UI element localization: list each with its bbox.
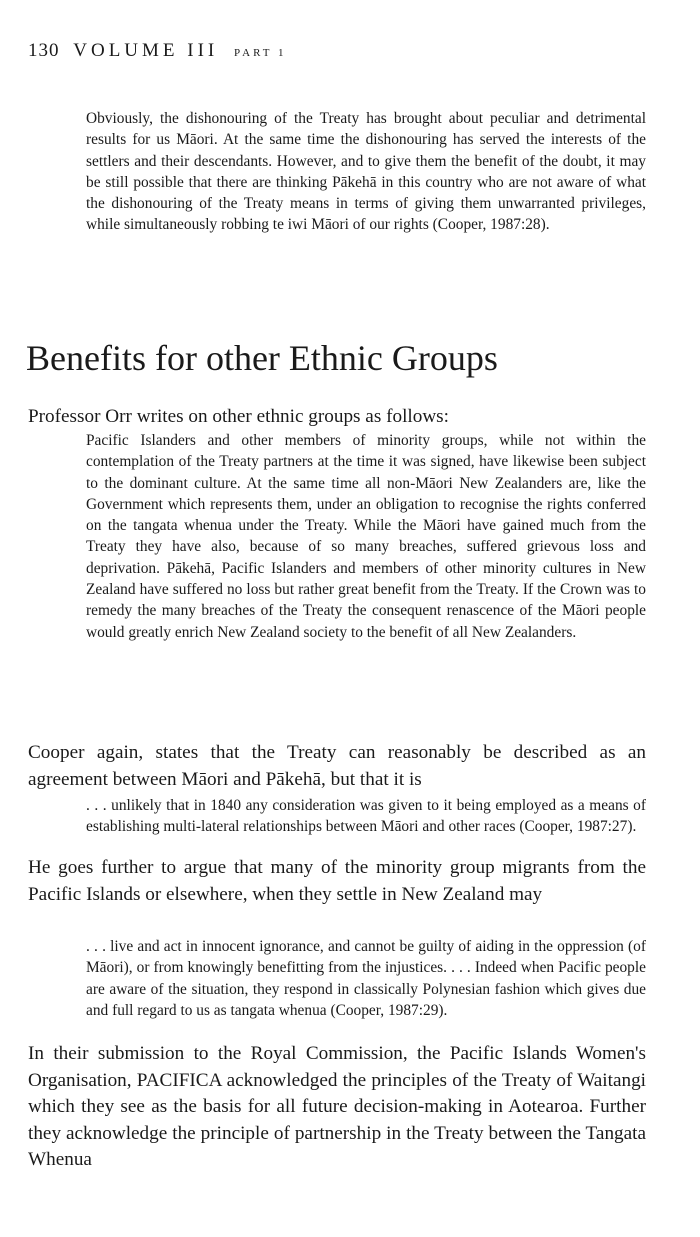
page-number: 130 (28, 40, 60, 61)
running-header (28, 40, 287, 62)
section-heading: Benefits for other Ethnic Groups (26, 338, 498, 378)
paragraph-cooper-again: Cooper again, states that the Treaty can reasonably be described as an agreement between Māori and Pākehā, but that it is (28, 742, 646, 790)
paragraph-minority-migrants: He goes further to argue that many of the minority group migrants from the Pacific Islands or elsewhere, when they settle in New Zealand may (28, 857, 646, 905)
block-quote-cooper-27: . . . unlikely that in 1840 any consideration was given to it being employed as a means of establishing multi-lateral relationships between Māori and other races (Cooper, 1987:27). (86, 797, 646, 836)
part-label: PART 1 (234, 47, 287, 59)
block-quote-cooper-28: Obviously, the dishonouring of the Treaty has brought about peculiar and detrimental results for us Māori. At the same time the dishonouring has served the interests of the settlers and their descendants. However, and to give them the benefit of the doubt, it may be still possible that there are thinking Pākehā in this country who are not aware of what the dishonouring of the Treaty means in terms of giving them unwarranted privileges, while simultaneously robbing te iwi Māori of our rights (Cooper, 1987:28). (86, 110, 646, 234)
paragraph-pacifica-submission: In their submission to the Royal Commission, the Pacific Islands Women's Organisation, PACIFICA acknowledged the principles of the Treaty of Waitangi which they see as the basis for all future decision-making in Aotearoa. Further they acknowledge the principle of partnership in the Treaty between the Tangata Whenua (28, 1043, 646, 1171)
block-quote-orr: Pacific Islanders and other members of minority groups, while not within the contemplation of the Treaty partners at the time it was signed, have likewise been subject to the dominant culture. At the same time all non-Māori New Zealanders are, like the Government which represents them, under an obligation to recognise the rights conferred on the tangata whenua under the Treaty. While the Māori have gained much from the Treaty they have also, because of so many breaches, suffered grievous loss and deprivation. Pākehā, Pacific Islanders and members of other minority cultures in New Zealand have suffered no loss but rather great benefit from the Treaty. If the Crown was to remedy the many breaches of the Treaty the consequent renascence of the Māori people would greatly enrich New Zealand society to the benefit of all New Zealanders. (86, 432, 646, 641)
block-quote-cooper-29: . . . live and act in innocent ignorance, and cannot be guilty of aiding in the oppression (of Māori), or from knowingly benefitting from the injustices. . . . Indeed when Pacific people are aware of the situation, they respond in classically Polynesian fashion which gives due and full regard to us as tangata whenua (Cooper, 1987:29). (86, 938, 646, 1019)
paragraph-orr-intro: Professor Orr writes on other ethnic groups as follows: (28, 406, 449, 427)
volume-label: VOLUME III (73, 40, 219, 61)
